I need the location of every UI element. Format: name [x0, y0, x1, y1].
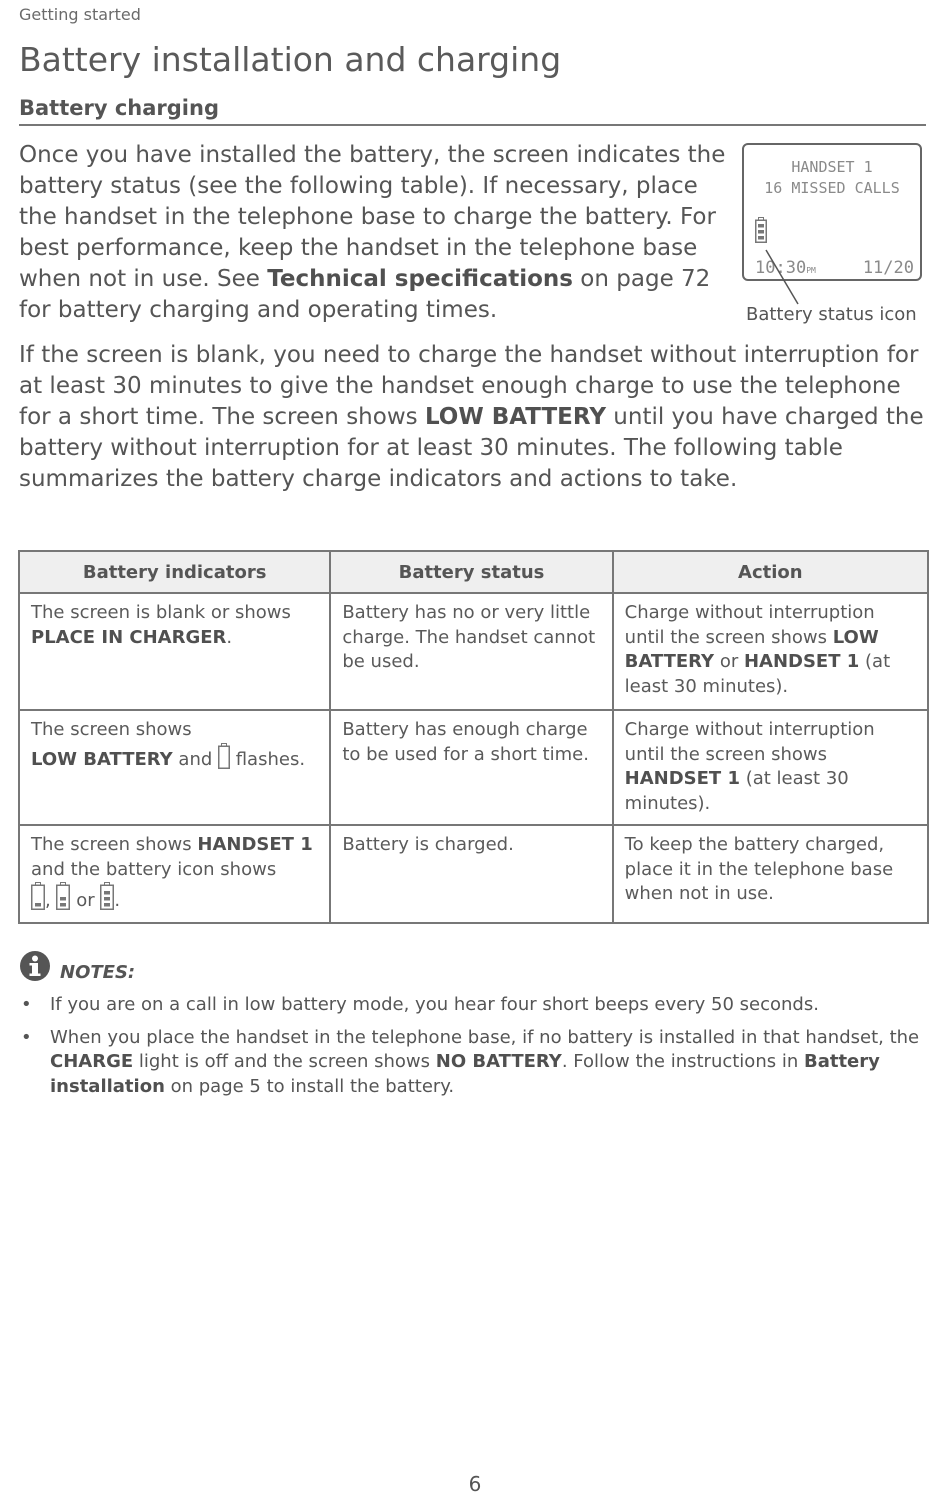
table-row — [19, 710, 928, 825]
notes-title: NOTES: — [60, 962, 136, 983]
intro-paragraph-1: Once you have installed the battery, the screen indicates the battery status (see the following table). If necessary, place the handset in the telephone base to charge the battery. For best performance, keep the handset in the telephone base when not in use. See Technical specifications on page 72 for battery charging and operating times. — [19, 142, 726, 323]
status-cell: Battery has enough charge to be used for a short time. — [330, 710, 612, 825]
header-action: Action — [613, 551, 928, 593]
list-item: • When you place the handset in the telephone base, if no battery is installed in that handset, the CHARGE light is off and the screen shows NO BATTERY. Follow the instructions in Battery installation on page 5 to install the battery. — [19, 1026, 924, 1100]
battery-medium-icon — [56, 882, 70, 910]
action-cell: To keep the battery charged, place it in the telephone base when not in use. — [613, 825, 928, 923]
table-header-row — [19, 551, 928, 593]
section-heading: Battery charging — [19, 96, 926, 126]
indicator-cell: The screen shows LOW BATTERY and flashes. — [19, 710, 330, 825]
header-battery-indicators: Battery indicators — [19, 551, 330, 593]
list-item: • If you are on a call in low battery mode, you hear four short beeps every 50 seconds. — [19, 993, 924, 1018]
page-title: Battery installation and charging — [19, 40, 562, 79]
header-battery-status: Battery status — [330, 551, 612, 593]
action-cell: Charge without interruption until the screen shows HANDSET 1 (at least 30 minutes). — [613, 710, 928, 825]
callout-line — [0, 0, 950, 330]
battery-installation-reference: Battery installation — [50, 1051, 880, 1097]
status-cell: Battery has no or very little charge. The handset cannot be used. — [330, 593, 612, 710]
page-number: 6 — [468, 1472, 482, 1496]
indicator-cell: The screen is blank or shows PLACE IN CHARGER. — [19, 593, 330, 710]
intro-paragraph-2: If the screen is blank, you need to charge the handset without interruption for at least 30 minutes to give the handset enough charge to use the telephone for a short time. The screen shows LOW BATTERY until you have charged the battery without interruption for at least 30 minutes. The following table summarizes the battery charge indicators and actions to take. — [19, 342, 924, 492]
display-time: 10:30PM — [755, 258, 816, 278]
notes-list — [19, 993, 924, 1107]
action-cell: Charge without interruption until the screen shows LOW BATTERY or HANDSET 1 (at least 30 minutes). — [613, 593, 928, 710]
spec-reference: Technical specifications — [267, 266, 573, 292]
battery-low-icon — [31, 882, 45, 910]
status-cell: Battery is charged. — [330, 825, 612, 923]
table-row — [19, 825, 928, 923]
indicator-cell: The screen shows HANDSET 1 and the battery icon shows , or . — [19, 825, 330, 923]
battery-table — [18, 550, 929, 924]
section-label: Getting started — [19, 5, 141, 24]
callout-label: Battery status icon — [746, 304, 917, 325]
display-line-2: 16 MISSED CALLS — [764, 179, 900, 197]
display-line-1: HANDSET 1 — [791, 158, 873, 176]
table-row — [19, 593, 928, 710]
battery-full-icon — [100, 882, 114, 910]
battery-empty-icon — [218, 743, 230, 769]
info-icon — [19, 950, 51, 982]
display-date: 11/20 — [862, 258, 914, 278]
